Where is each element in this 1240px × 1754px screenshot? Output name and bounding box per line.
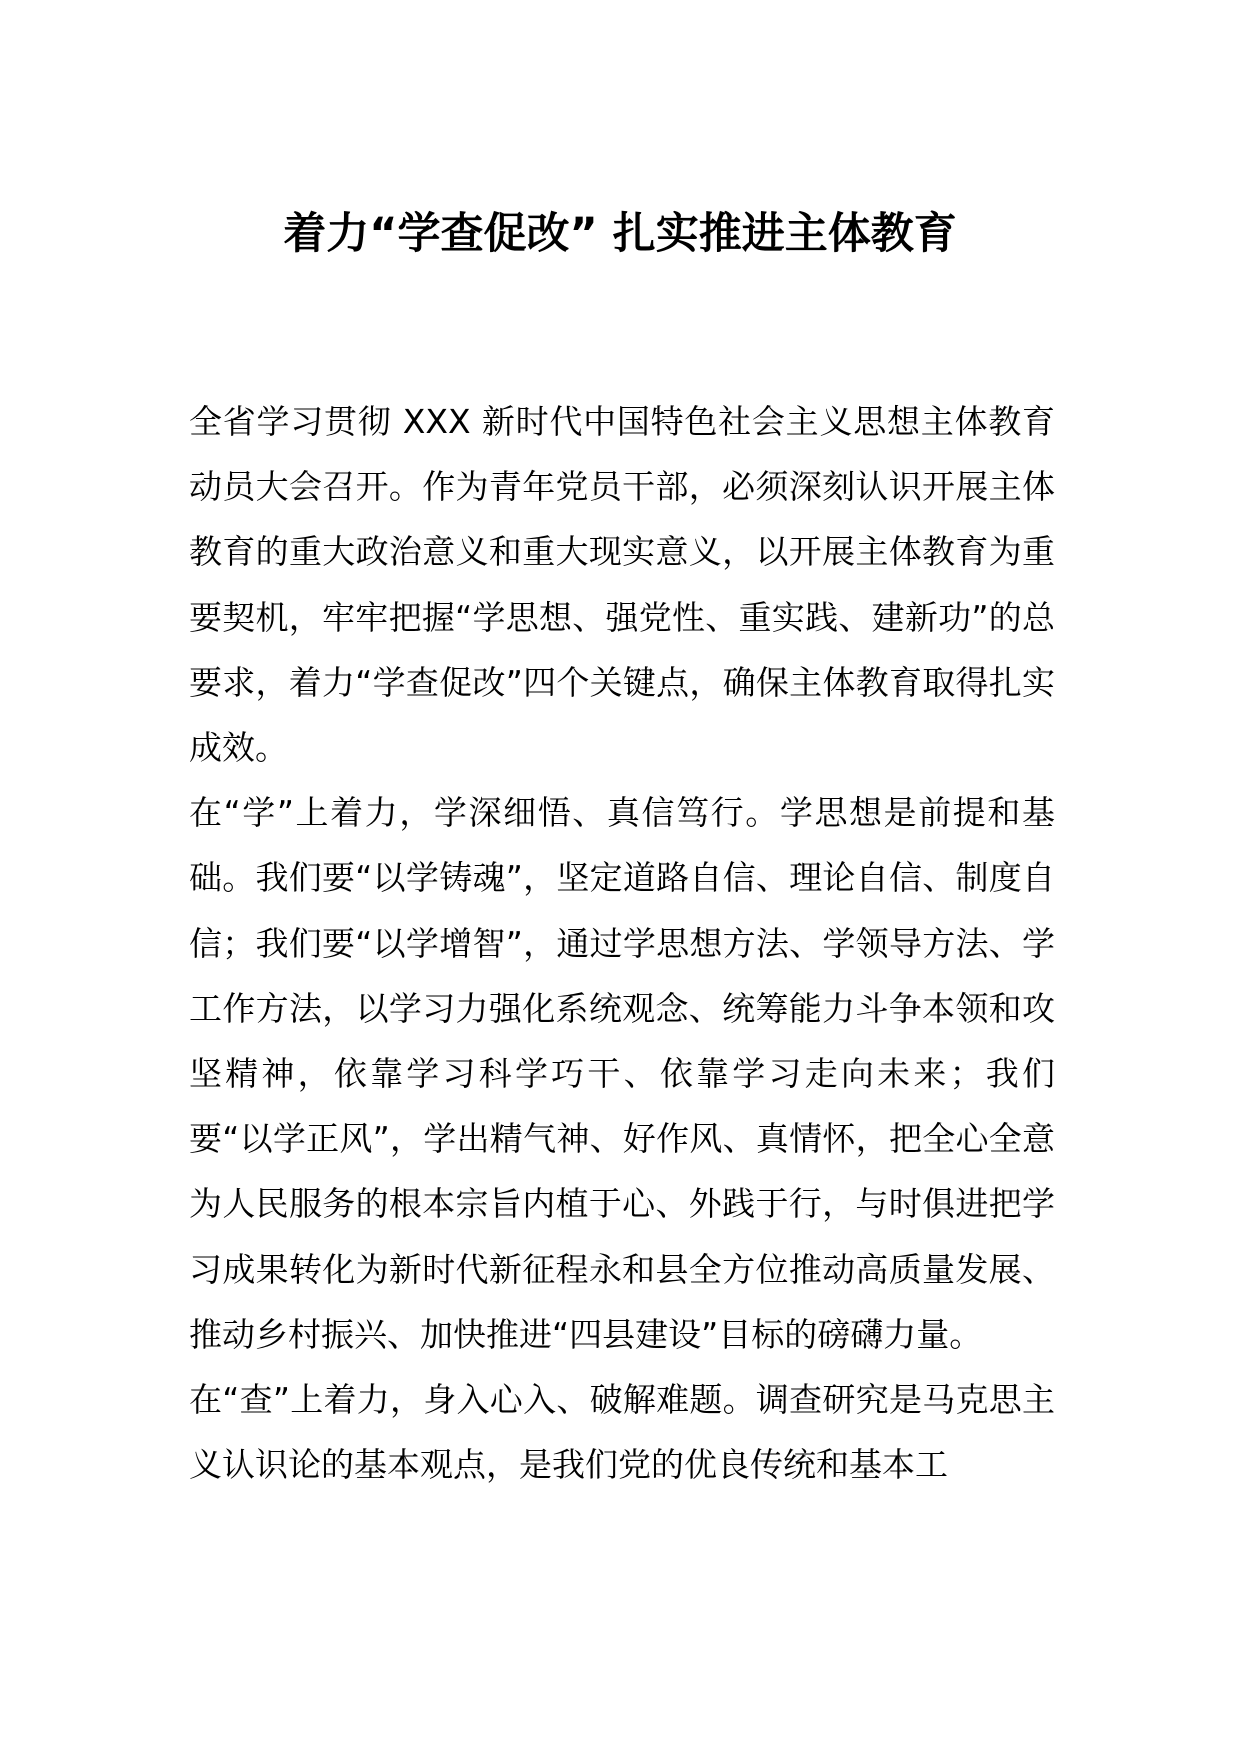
document-title: 着力“学查促改” 扎实推进主体教育: [283, 209, 957, 259]
paragraph-intro: 全省学习贯彻 XXX 新时代中国特色社会主义思想主体教育动员大会召开。作为青年党员干部，必须深刻认识开展主体教育的重大政治意义和重大现实意义，以开展主体教育为重要契机，牢牢把握“学思想、强党性、重实践、建新功”的总要求，着力“学查促改”四个关键点，确保主体教育取得扎实成效。: [189, 402, 1055, 768]
paragraph-study: 在“学”上着力，学深细悟、真信笃行。学思想是前提和基础。我们要“以学铸魂”，坚定道路自信、理论自信、制度自信；我们要“以学增智”，通过学思想方法、学领导方法、学工作方法，以学习力强化系统观念、统筹能力斗争本领和攻坚精神，依靠学习科学巧干、依靠学习走向未来；我们要“以学正风”，学出精气神、好作风、真情怀，把全心全意为人民服务的根本宗旨内植于心、外践于行，与时俱进把学习成果转化为新时代新征程永和县全方位推动高质量发展、推动乡村振兴、加快推进“四县建设”目标的磅礴力量。: [189, 793, 1055, 1354]
paragraph-inspect: 在“查”上着力，身入心入、破解难题。调查研究是马克思主义认识论的基本观点，是我们党的优良传统和基本工: [189, 1380, 1055, 1485]
document-body: [189, 389, 1055, 1497]
